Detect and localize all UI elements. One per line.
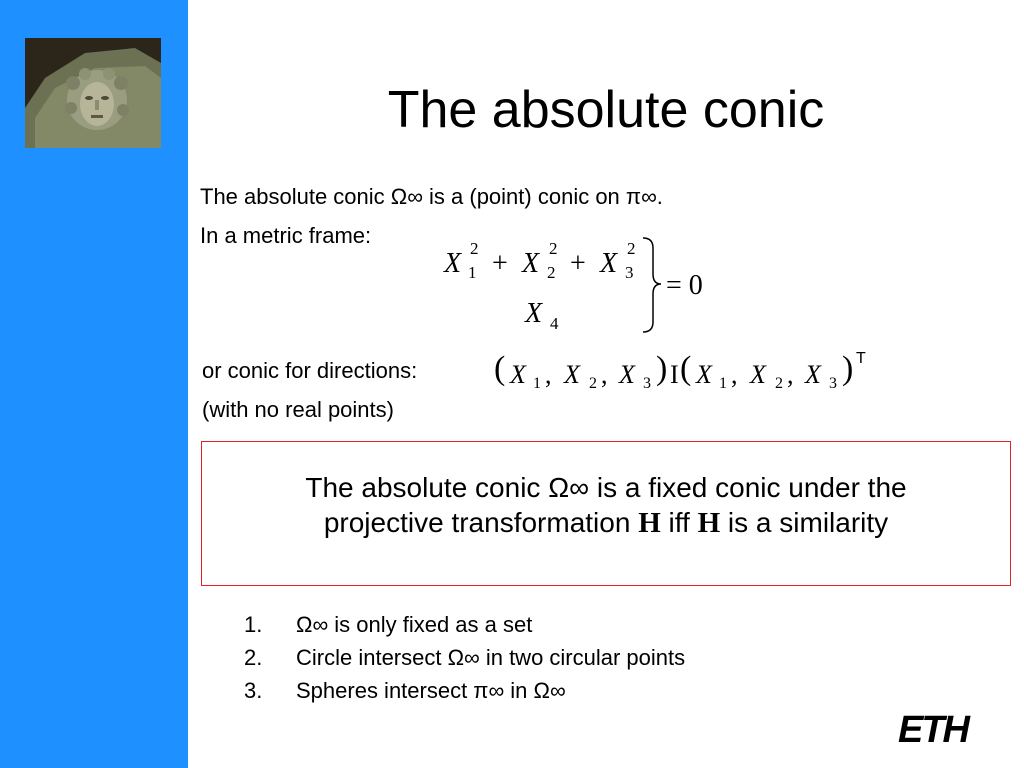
eq2-rparen-2: ) bbox=[842, 350, 854, 387]
slide-title: The absolute conic bbox=[387, 81, 825, 139]
eq-x4: X bbox=[525, 298, 543, 329]
eq-x2: X bbox=[522, 248, 540, 279]
text-line-1: The absolute conic Ω∞ is a (point) conic on π∞. bbox=[200, 184, 663, 209]
box-H-1: H bbox=[638, 507, 661, 539]
medusa-relief-image bbox=[25, 38, 161, 148]
sidebar bbox=[0, 0, 188, 768]
eq-x2-sub: 2 bbox=[547, 263, 556, 282]
eq2-comma-4: , bbox=[787, 360, 794, 389]
box-text-2a: projective transformation bbox=[323, 507, 639, 538]
eth-logo-text: ETH bbox=[898, 710, 968, 746]
eq-x3-sub: 3 bbox=[625, 263, 634, 282]
text-line-2: In a metric frame: bbox=[200, 223, 372, 248]
eq2-x2a-sub: 2 bbox=[589, 375, 597, 392]
eq-plus-2: + bbox=[570, 248, 586, 279]
eq2-x1a-sub: 1 bbox=[533, 375, 541, 392]
eq2-comma-2: , bbox=[601, 360, 608, 389]
eq-x4-sub: 4 bbox=[550, 314, 559, 333]
eq-x1-sq: 2 bbox=[470, 239, 479, 258]
eth-logo bbox=[898, 710, 992, 746]
list-item bbox=[244, 641, 685, 674]
eq-equals-zero: = 0 bbox=[666, 270, 703, 301]
list-text: Spheres intersect π∞ in Ω∞ bbox=[296, 678, 566, 703]
list-text: Ω∞ is only fixed as a set bbox=[296, 612, 533, 637]
eq-x1: X bbox=[444, 248, 462, 279]
highlight-box bbox=[201, 441, 1011, 586]
eq2-lparen-2: ( bbox=[680, 350, 692, 387]
numbered-list bbox=[244, 608, 685, 707]
eq2-x2b-sub: 2 bbox=[775, 375, 783, 392]
eq2-x3b-sub: 3 bbox=[829, 375, 837, 392]
text-line-3: or conic for directions: bbox=[202, 358, 418, 383]
list-text: Circle intersect Ω∞ in two circular points bbox=[296, 645, 686, 670]
eq2-transpose: T bbox=[856, 350, 866, 367]
eq-x2-sq: 2 bbox=[549, 239, 558, 258]
eq2-x2a: X bbox=[564, 360, 580, 389]
list-number: 3. bbox=[244, 678, 263, 703]
eq-x1-sub: 1 bbox=[468, 263, 477, 282]
list-item bbox=[244, 608, 685, 641]
eq2-x3b: X bbox=[805, 360, 821, 389]
box-line-2 bbox=[202, 505, 1010, 541]
box-H-2: H bbox=[697, 507, 721, 539]
eq2-x2b: X bbox=[750, 360, 766, 389]
eq2-x1a: X bbox=[510, 360, 526, 389]
eq-x3-sq: 2 bbox=[627, 239, 636, 258]
eq2-rparen-1: ) bbox=[656, 350, 668, 387]
eq2-x1b: X bbox=[696, 360, 712, 389]
right-brace-icon bbox=[643, 238, 661, 332]
eq-x3: X bbox=[600, 248, 618, 279]
eq2-x1b-sub: 1 bbox=[719, 375, 727, 392]
list-item bbox=[244, 674, 685, 707]
box-text-2c: is a similarity bbox=[720, 507, 889, 538]
eq2-identity: I bbox=[670, 360, 679, 389]
metric-frame-equation bbox=[440, 234, 740, 339]
eq2-x3a-sub: 3 bbox=[643, 375, 651, 392]
eq2-comma-1: , bbox=[545, 360, 552, 389]
list-number: 1. bbox=[244, 612, 263, 637]
text-line-4: (with no real points) bbox=[202, 397, 394, 422]
eq2-lparen-1: ( bbox=[494, 350, 506, 387]
eq-plus-1: + bbox=[492, 248, 508, 279]
box-line-1: The absolute conic Ω∞ is a fixed conic under the bbox=[305, 472, 907, 503]
eq2-x3a: X bbox=[619, 360, 635, 389]
directions-conic-equation bbox=[492, 345, 872, 395]
eq2-comma-3: , bbox=[731, 360, 738, 389]
list-number: 2. bbox=[244, 645, 263, 670]
box-text-2b: iff bbox=[660, 507, 698, 538]
